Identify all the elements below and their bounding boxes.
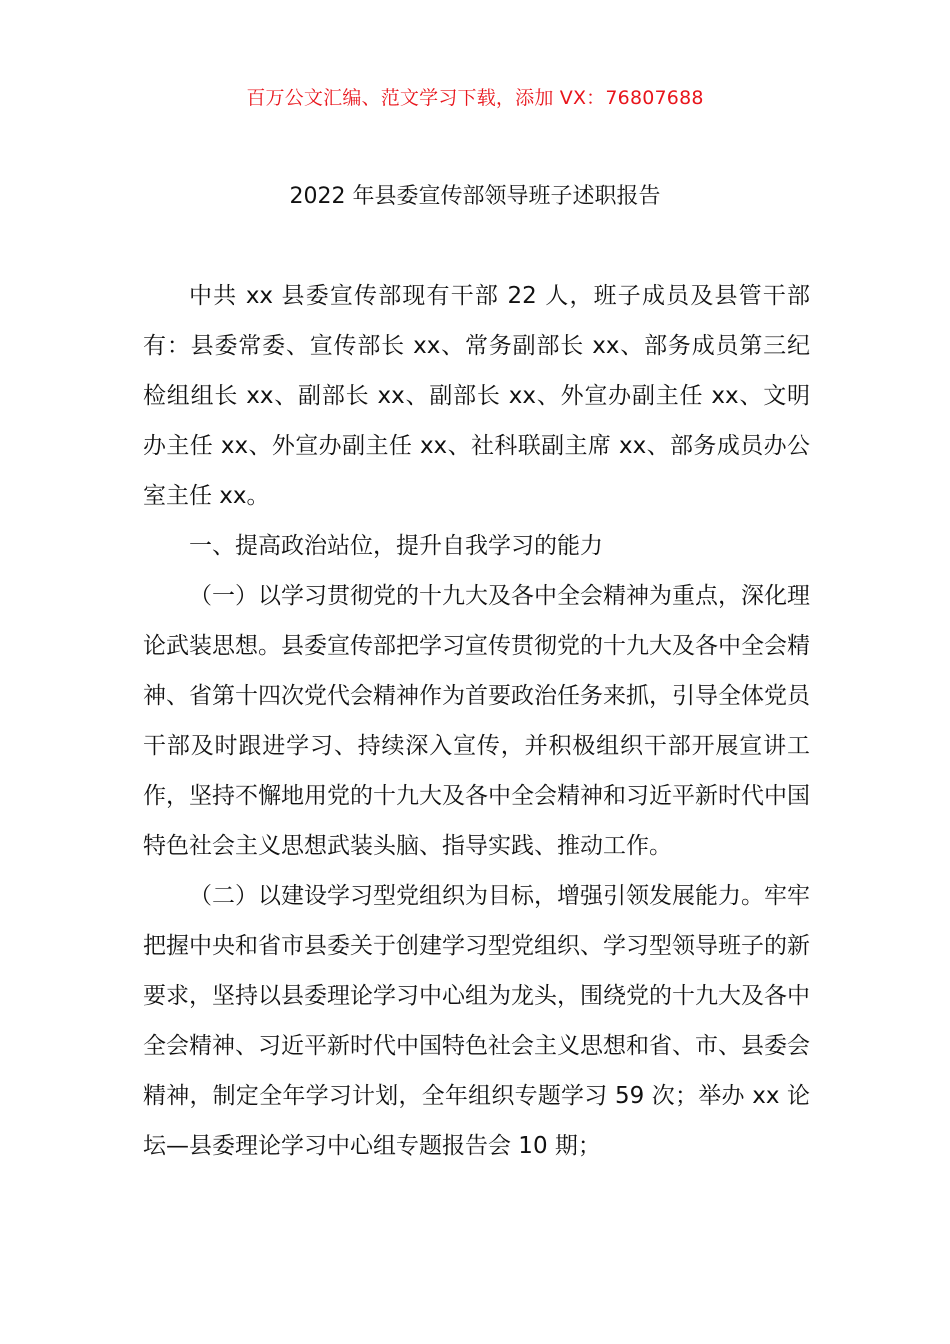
paragraph-intro: 中共 xx 县委宣传部现有干部 22 人，班子成员及县管干部有：县委常委、宣传部长 xx、常务副部长 xx、部务成员第三纪检组组长 xx、副部长 xx、副部长 xx、外宣办副主任 xx、文明办主任 xx、外宣办副主任 xx、社科联副主席 xx、部务成员办公室主任 xx。 [143,283,810,509]
paragraph-subsection-2: （二）以建设学习型党组织为目标，增强引领发展能力。牢牢把握中央和省市县委关于创建学习型党组织、学习型领导班子的新要求，坚持以县委理论学习中心组为龙头，围绕党的十九大及各中全会精神、习近平新时代中国特色社会主义思想和省、市、县委会精神，制定全年学习计划，全年组织专题学习 59 次；举办 xx 论坛—县委理论学习中心组专题报告会 10 期； [143,883,810,1159]
document-body [143,271,810,1171]
document-title: 2022 年县委宣传部领导班子述职报告 [289,184,661,209]
header-promo-note: 百万公文汇编、范文学习下载，添加 VX：76807688 [246,87,704,109]
section-heading-1: 一、提高政治站位，提升自我学习的能力 [189,533,603,559]
paragraph-subsection-1: （一）以学习贯彻党的十九大及各中全会精神为重点，深化理论武装思想。县委宣传部把学习宣传贯彻党的十九大及各中全会精神、省第十四次党代会精神作为首要政治任务来抓，引导全体党员干部及时跟进学习、持续深入宣传，并积极组织干部开展宣讲工作，坚持不懈地用党的十九大及各中全会精神和习近平新时代中国特色社会主义思想武装头脑、指导实践、推动工作。 [143,583,810,859]
